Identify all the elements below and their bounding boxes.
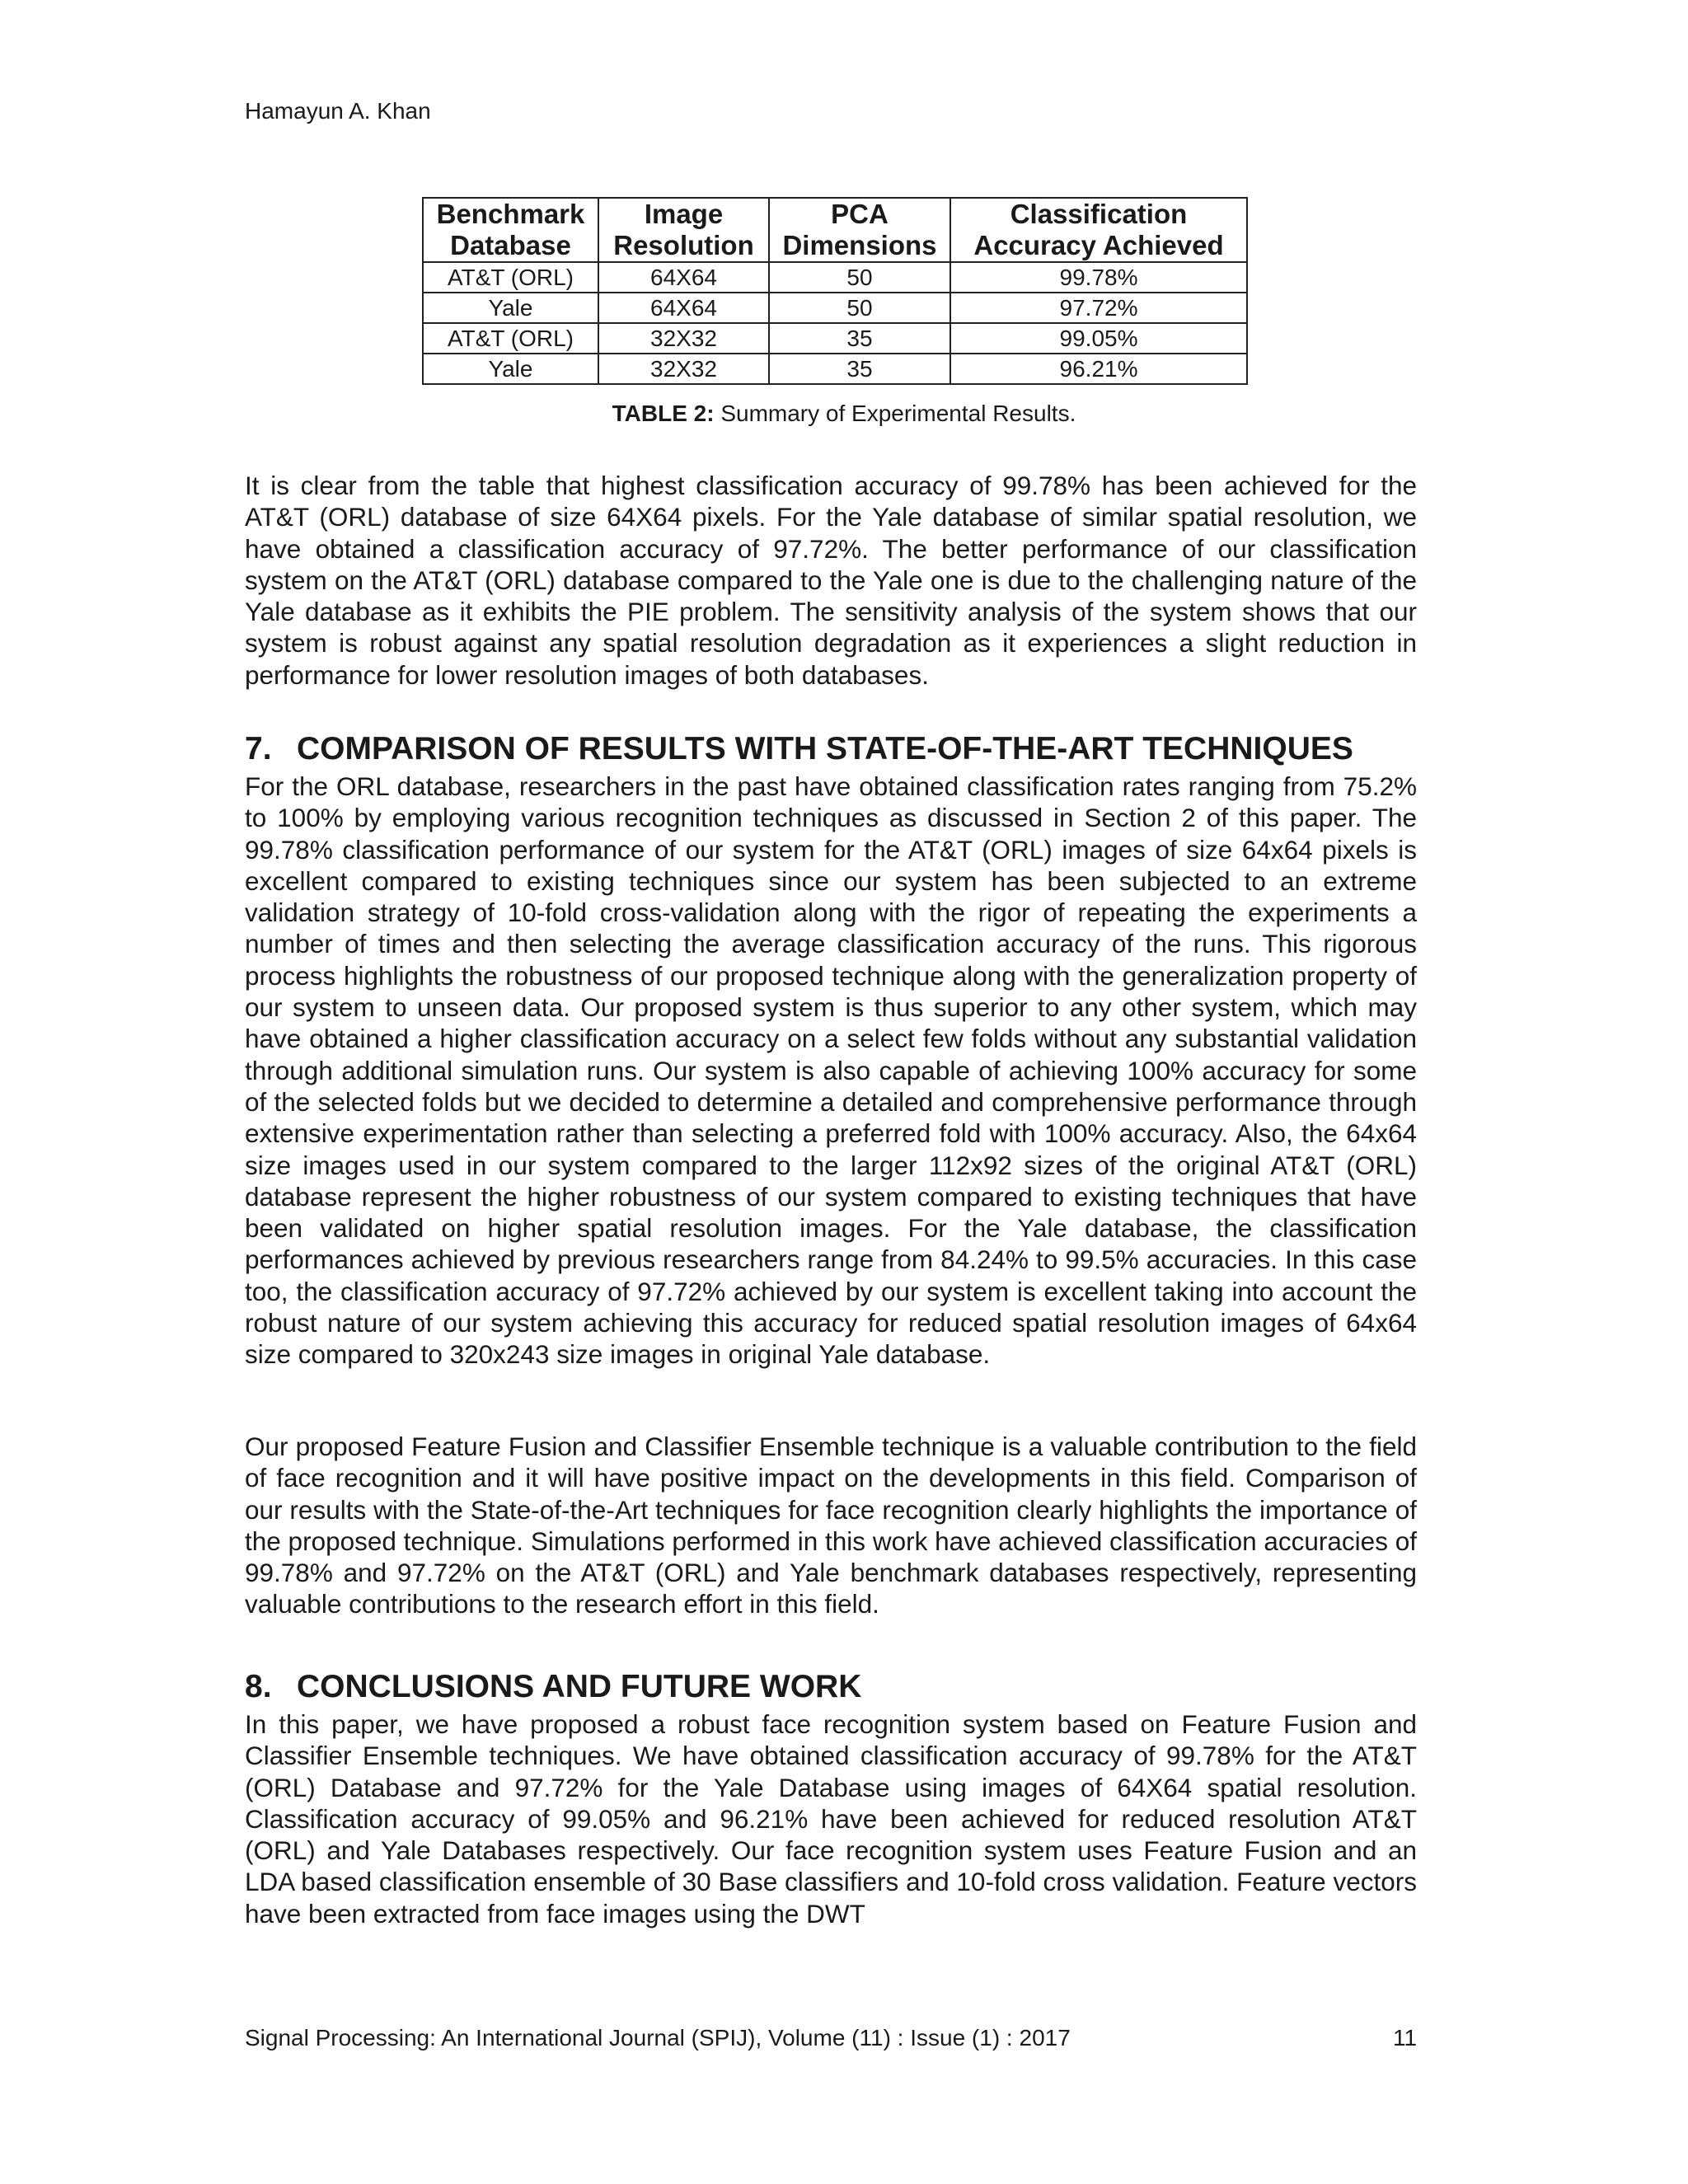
- table-row: [423, 323, 1247, 354]
- table-caption-text: Summary of Experimental Results.: [714, 401, 1076, 426]
- section-heading-7: [245, 730, 1353, 768]
- table-row: [423, 262, 1247, 293]
- table-row: [423, 293, 1247, 323]
- column-header-benchmark-database: Benchmark Database: [423, 198, 598, 262]
- table-cell: AT&T (ORL): [423, 262, 598, 293]
- table-caption-label: TABLE 2:: [612, 401, 715, 426]
- page-number: 11: [1393, 2025, 1418, 2050]
- table-header-row: [423, 198, 1247, 262]
- column-header-pca-dimensions: PCA Dimensions: [769, 198, 950, 262]
- footer-journal: Signal Processing: An International Journal (SPIJ), Volume (11) : Issue (1) : 2017: [245, 2025, 1071, 2050]
- paragraph-conclusions: In this paper, we have proposed a robust face recognition system based on Feature Fusion and Classifier Ensemble techniques. We have obtained classification accuracy of 99.78% for the AT&T (ORL) Database and 97.72% for the Yale Database using images of 64X64 spatial resolution. Classification accuracy of 99.05% and 96.21% have been achieved for reduced resolution AT&T (ORL) and Yale Databases respectively. Our face recognition system uses Feature Fusion and an LDA based classification ensemble of 30 Base classifiers and 10-fold cross validation. Feature vectors have been extracted from face images using the DWT: [245, 1709, 1417, 1929]
- table-cell: Yale: [423, 293, 598, 323]
- table-cell: 99.78%: [950, 262, 1247, 293]
- table-caption: [0, 400, 1688, 428]
- section-title: COMPARISON OF RESULTS WITH STATE-OF-THE-ART TECHNIQUES: [297, 731, 1353, 766]
- table-cell: Yale: [423, 354, 598, 384]
- column-header-image-resolution: Image Resolution: [598, 198, 769, 262]
- table-cell: 99.05%: [950, 323, 1247, 354]
- table-cell: 35: [769, 323, 950, 354]
- paragraph-contribution: Our proposed Feature Fusion and Classifier Ensemble technique is a valuable contribution to the field of face recognition and it will have positive impact on the developments in this field. Comparison of our results with the State-of-the-Art techniques for face recognition clearly highlights the importance of the proposed technique. Simulations performed in this work have achieved classification accuracies of 99.78% and 97.72% on the AT&T (ORL) and Yale benchmark databases respectively, representing valuable contributions to the research effort in this field.: [245, 1432, 1417, 1619]
- table-cell: 97.72%: [950, 293, 1247, 323]
- section-heading-8: [245, 1668, 861, 1706]
- table-row: [423, 354, 1247, 384]
- table-cell: 50: [769, 293, 950, 323]
- section-number: 7.: [245, 731, 272, 766]
- running-head-author: Hamayun A. Khan: [245, 98, 431, 124]
- results-table: [422, 197, 1248, 385]
- table-cell: 35: [769, 354, 950, 384]
- table-cell: 64X64: [598, 293, 769, 323]
- section-title: CONCLUSIONS AND FUTURE WORK: [297, 1669, 862, 1704]
- table-cell: 32X32: [598, 354, 769, 384]
- table-cell: 64X64: [598, 262, 769, 293]
- table-cell: 96.21%: [950, 354, 1247, 384]
- table-cell: AT&T (ORL): [423, 323, 598, 354]
- section-number: 8.: [245, 1669, 272, 1704]
- column-header-classification-accuracy: Classification Accuracy Achieved: [950, 198, 1247, 262]
- table-cell: 50: [769, 262, 950, 293]
- paragraph-results-discussion: It is clear from the table that highest classification accuracy of 99.78% has been achieved for the AT&T (ORL) database of size 64X64 pixels. For the Yale database of similar spatial resolution, we have obtained a classification accuracy of 97.72%. The better performance of our classification system on the AT&T (ORL) database compared to the Yale one is due to the challenging nature of the Yale database as it exhibits the PIE problem. The sensitivity analysis of the system shows that our system is robust against any spatial resolution degradation as it experiences a slight reduction in performance for lower resolution images of both databases.: [245, 471, 1417, 690]
- paragraph-comparison: For the ORL database, researchers in the past have obtained classification rates ranging from 75.2% to 100% by employing various recognition techniques as discussed in Section 2 of this paper. The 99.78% classification performance of our system for the AT&T (ORL) images of size 64x64 pixels is excellent compared to existing techniques since our system has been subjected to an extreme validation strategy of 10-fold cross-validation along with the rigor of repeating the experiments a number of times and then selecting the average classification accuracy of the runs. This rigorous process highlights the robustness of our proposed technique along with the generalization property of our system to unseen data. Our proposed system is thus superior to any other system, which may have obtained a higher classification accuracy on a select few folds without any substantial validation through additional simulation runs. Our system is also capable of achieving 100% accuracy for some of the selected folds but we decided to determine a detailed and comprehensive performance through extensive experimentation rather than selecting a preferred fold with 100% accuracy. Also, the 64x64 size images used in our system compared to the larger 112x92 sizes of the original AT&T (ORL) database represent the higher robustness of our system compared to existing techniques that have been validated on higher spatial resolution images. For the Yale database, the classification performances achieved by previous researchers range from 84.24% to 99.5% accuracies. In this case too, the classification accuracy of 97.72% achieved by our system is excellent taking into account the robust nature of our system achieving this accuracy for reduced spatial resolution images of 64x64 size compared to 320x243 size images in original Yale database.: [245, 771, 1417, 1370]
- table-cell: 32X32: [598, 323, 769, 354]
